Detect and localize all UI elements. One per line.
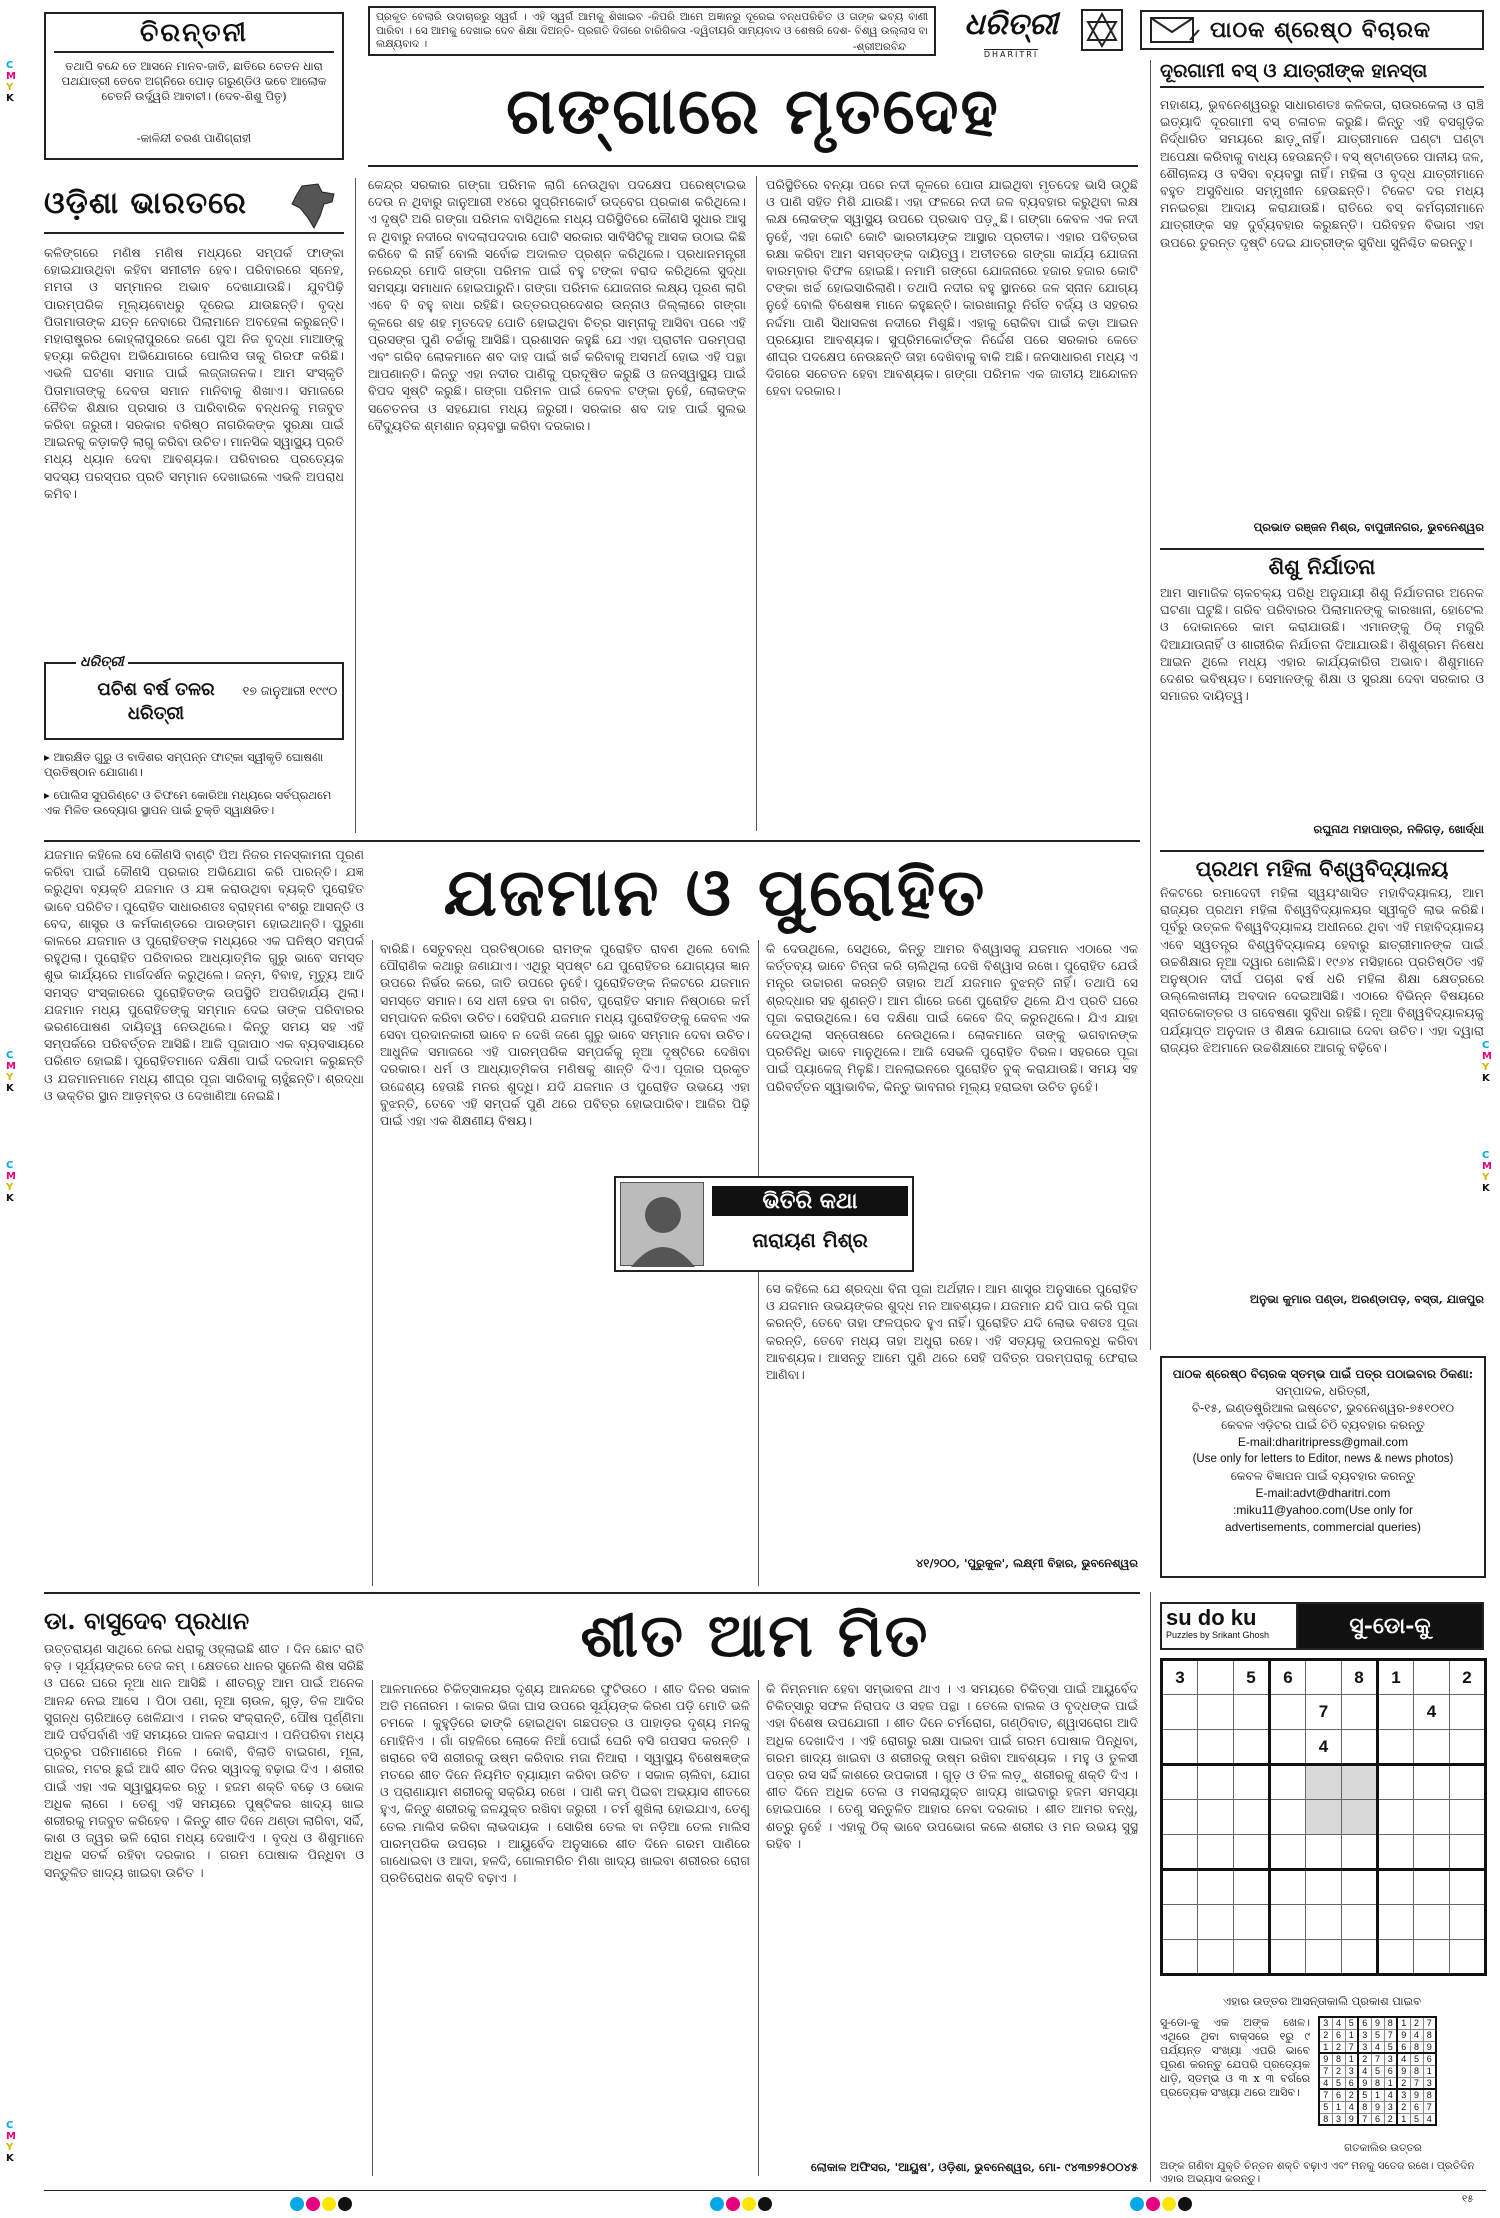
sudoku-solution-cell: 4 xyxy=(1332,2017,1345,2029)
sudoku-cell[interactable] xyxy=(1450,1905,1486,1940)
sudoku-cell[interactable] xyxy=(1450,1835,1486,1870)
sudoku-cell[interactable] xyxy=(1414,1905,1450,1940)
color-dots-center xyxy=(710,2196,774,2215)
sudoku-cell[interactable] xyxy=(1450,1765,1486,1800)
sudoku-solution-cell: 6 xyxy=(1358,2017,1371,2029)
sudoku-cell[interactable]: 1 xyxy=(1378,1660,1414,1695)
lead-story-col-1: କେନ୍ଦ୍ର ସରକାର ଗଙ୍ଗା ପରିମଳ ଲାଗି ନେଉଥିବା ପଦକ୍ଷେପ ପରେଷ୍ଟାଇଭ ଦେଉ ନ ଥିବାରୁ ଜାନୁଆରୀ ୧୪ରେ ସୁପ୍ରିମକୋର୍ଟ ଉଦ୍‌ବେଗ ପ୍ରକାଶ କରିଥିଲେ। ଏ ଦୃଷ୍ଟି ଅରି ଗଙ୍ଗା ପରିମଳ ବାସିଥିଲେ ମଧ୍ୟ ପରିସ୍ଥିତିରେ କୌଣସି ସୁଧାର ଆସୁ ନ ଥିବାରୁ ନଦୀରେ ବାଦଲାପଦଦାର ପୋଟି ସରକାର ସାବିସିଟିକୁ ଆସକ ଉଠାଇ କିଛି କରିବେ କି ନାହିଁ ବୋଲି ସର୍ବୋଚ୍ଚ ଅଦାଲତ ପ୍ରଶ୍ନ କରିଥିଲେ। ପ୍ରଧାନମନ୍ତ୍ରୀ ନରେନ୍ଦ୍ର ମୋଦି ଗଙ୍ଗା ପରିମଳ ପାଇଁ ବହୁ ଟଙ୍କା ବରାଦ କରିଥିଲେ ସୁଦ୍ଧା ସମସ୍ୟା ସମାଧାନ ହୋଇପାରୁନି। ଗଙ୍ଗା ପରିମଳ ଯୋଜନାର ଲକ୍ଷ୍ୟ ପୂରଣ ଲାଗି ଏବେ ବି ବହୁ ବାଧା ରହିଛି। ଉତ୍ତରପ୍ରଦେଶର ଉନ୍ନାଓ ଜିଲ୍ଲାରେ ଗଙ୍ଗା କୂଳରେ ଶହ ଶହ ମୃତଦେହ ପୋତି ହୋଇଥିବା ଚିତ୍ର ସାମ୍ନାକୁ ଆସିବା ପରେ ଏହି ପ୍ରସଙ୍ଗ ପୁଣି ଚର୍ଚ୍ଚାକୁ ଆସିଛି। ପ୍ରଶାସନ କହୁଛି ଯେ ଏହା ପ୍ରାଚୀନ ପରମ୍ପରା ଏବଂ ଗରିବ ଲୋକମାନେ ଶବ ଦାହ ପାଇଁ ଖର୍ଚ୍ଚ କରିବାକୁ ଅସମର୍ଥ ହୋଇ ଏହି ପନ୍ଥା ଆପଣାନ୍ତି। କିନ୍ତୁ ଏହା ନଦୀର ପାଣିକୁ ପ୍ରଦୂଷିତ କରୁଛି ଓ ଜନସ୍ୱାସ୍ଥ୍ୟ ପାଇଁ ବିପଦ ସୃଷ୍ଟି କରୁଛି। ଗଙ୍ଗା ପରିମଳ ପାଇଁ କେବଳ ଟଙ୍କା ନୁହେଁ, ଲୋକଙ୍କ ସଚେତନତା ଓ ସହଯୋଗ ମଧ୍ୟ ଜରୁରୀ। ସରକାର ଶବ ଦାହ ପାଇଁ ସୁଲଭ ବୈଦ୍ୟୁତିକ ଶ୍ମଶାନ ବ୍ୟବସ୍ଥା କରିବା ଦରକାର। xyxy=(368,177,746,433)
sudoku-cell[interactable] xyxy=(1414,1870,1450,1905)
sudoku-cell[interactable] xyxy=(1270,1835,1306,1870)
sudoku-solution-cell: 2 xyxy=(1332,2041,1345,2053)
sudoku-cell[interactable] xyxy=(1414,1800,1450,1835)
section-divider-2 xyxy=(44,1592,1140,1594)
sudoku-cell[interactable] xyxy=(1270,1730,1306,1765)
sudoku-cell[interactable] xyxy=(1306,1835,1342,1870)
page-bottom-rule xyxy=(44,2190,1486,2191)
sudoku-caption: ଏହାର ଉତ୍ତର ଆସନ୍ତାକାଲି ପ୍ରକାଶ ପାଇବ xyxy=(1223,1994,1421,2008)
sudoku-row xyxy=(1162,1905,1486,1940)
sudoku-cell[interactable] xyxy=(1198,1905,1234,1940)
sudoku-cell[interactable] xyxy=(1414,1660,1450,1695)
sudoku-cell[interactable] xyxy=(1162,1940,1198,1975)
sudoku-cell[interactable] xyxy=(1198,1800,1234,1835)
sudoku-cell[interactable] xyxy=(1342,1765,1378,1800)
quote-credit: -ଶ୍ରୀଅରବିନ୍ଦ xyxy=(850,41,909,54)
column-rule-6 xyxy=(372,1680,373,2176)
pachisha-item-2-text: ପୋଲିସ ସୁପରିଣ୍ଟେ ଓ ଚିଫମେ କୋରିଆ ମଧ୍ୟରେ ସର୍ବପ୍ରଥମେ ଏକ ମିଳିତ ଉଦ୍ୟୋଗ ସ୍ଥାପନ ପାଇଁ ଚୁକ୍ତି ସ୍ୱାକ୍ଷରିତ। xyxy=(44,788,332,817)
letters-banner-title: ପାଠକ ଶ୍ରେଷ୍ଠ ବିଚାରକ xyxy=(1210,17,1432,43)
chirantani-box xyxy=(44,12,344,160)
sudoku-cell[interactable] xyxy=(1378,1835,1414,1870)
newspaper-logo xyxy=(946,8,1076,60)
registration-mark-left-mid2: C M Y K xyxy=(6,1160,16,1204)
sudoku-cell[interactable]: 2 xyxy=(1450,1660,1486,1695)
sudoku-solution-cell: 6 xyxy=(1423,2053,1436,2065)
sudoku-solution-cell: 9 xyxy=(1371,2101,1384,2113)
sudoku-solution-row xyxy=(1319,2113,1436,2125)
sudoku-cell[interactable]: 3 xyxy=(1162,1660,1198,1695)
sudoku-row xyxy=(1162,1940,1486,1975)
sudoku-solution-cell: 7 xyxy=(1384,2029,1397,2041)
sudoku-solution-cell: 8 xyxy=(1332,2053,1345,2065)
sudoku-solution-cell: 6 xyxy=(1371,2113,1384,2125)
sudoku-logo-en: su do ku xyxy=(1166,1605,1257,1630)
sudoku-cell[interactable] xyxy=(1162,1905,1198,1940)
sudoku-solution-cell: 9 xyxy=(1371,2017,1384,2029)
sudoku-cell[interactable] xyxy=(1162,1730,1198,1765)
registration-mark-right-mid2: C M Y K xyxy=(1482,1150,1492,1194)
chirantani-text: ତଥାପି ବନ୍ଦେ ତେ ଆସନେ ମାନବ-ଜାତି, ଛାତିରେ ଚେତନ ଧାରା ପଥଯାତ୍ରୀ ତେବେ ଅଗ୍ନିରେ ପୋଡ଼ ଗରୁଣ୍ଡିଓ ଭବେ ଆଲୋକ ଚେତନି ଉର୍ଦ୍ଧ୍ୱରି ଆବାଚୀ। (ଦେବ-ଶିଶୁ ପିତୃ) xyxy=(61,59,327,103)
sudoku-solution-cell: 2 xyxy=(1319,2029,1332,2041)
bullet-icon: ▸ xyxy=(44,750,54,764)
sudoku-cell[interactable]: 6 xyxy=(1270,1660,1306,1695)
sudoku-cell[interactable] xyxy=(1378,1730,1414,1765)
sudoku-solution-cell: 4 xyxy=(1410,2029,1423,2041)
column-rule-4 xyxy=(372,940,373,1586)
sudoku-solution-cell: 4 xyxy=(1358,2065,1371,2077)
sudoku-cell[interactable] xyxy=(1198,1940,1234,1975)
sudoku-solution-cell: 1 xyxy=(1332,2101,1345,2113)
sudoku-cell[interactable] xyxy=(1234,1870,1270,1905)
sudoku-cell[interactable] xyxy=(1378,1870,1414,1905)
sudoku-solution-cell: 5 xyxy=(1371,2029,1384,2041)
sudoku-solution-cell: 3 xyxy=(1319,2017,1332,2029)
sudoku-solution-cell: 5 xyxy=(1358,2089,1371,2101)
quote-text: ପ୍ରକୃତ ବେଲାରି ଉଦାଚାରରୁ ସ୍ୱର୍ଗ । ଏହି ସ୍ୱର୍ଗ ଆମକୁ ଶିଖାଇବ -କିପରି ଆମେ ଅଜ୍ଞାନରୁ ଦୂରେଇ ବନ୍ଧପରିଚିତ ଓ ତାଙ୍କ ଭବ୍ୟ ବାଣୀ ପାରିବା । ସେ ଆମକୁ ଦେଖାଇ ଦେବ ଶିକ୍ଷା ଦିଅନ୍ତି- ପ୍ରଗତି ଦିଗରେ ବାରିଗିକତା -ଦ୍ୱିତୀୟରି ସାମ୍ୟବାଦ ଓ ଶେଷରି ଦେଶ- ବିଶ୍ୱ ଉଲ୍ଲାସ ବା ଲକ୍ଷ୍ୟବାଦ । xyxy=(376,11,928,50)
sudoku-solution-cell: 4 xyxy=(1423,2113,1436,2125)
sudoku-row xyxy=(1162,1870,1486,1905)
sudoku-cell[interactable] xyxy=(1414,1835,1450,1870)
middle-story-col-1: ଯଜମାନ କହିଲେ ସେ କୌଣସି ବାଣ୍ଟି ପିଅ ନିଜର ମନସ୍କାମନା ପୂରଣ କରିବା ପାଇଁ କୌଣସି ପ୍ରକାର ଅଭିଯୋଗ କରି ପାରନ୍ତି। ଯଜ୍ଞ କରୁଥିବା ବ୍ୟକ୍ତି ଯଜମାନ ଓ ଯଜ୍ଞ କରାଉଥିବା ବ୍ୟକ୍ତି ପୁରୋହିତ ଭାବେ ପରିଚିତ। ପୁରୋହିତ ସାଧାରଣତଃ ବ୍ରାହ୍ମଣ ବଂଶରୁ ଆସନ୍ତି ଓ ବେଦ, ଶାସ୍ତ୍ର ଓ କର୍ମକାଣ୍ଡରେ ପାରଙ୍ଗମ ହୋଇଥାନ୍ତି। ପୁରୁଣା କାଳରେ ଯଜମାନ ଓ ପୁରୋହିତଙ୍କ ମଧ୍ୟରେ ଏକ ଘନିଷ୍ଠ ସମ୍ପର୍କ ରହୁଥିଲା। ପୁରୋହିତ ପରିବାରର ଆଧ୍ୟାତ୍ମିକ ଗୁରୁ ଭାବେ ସମସ୍ତ ଶୁଭ କାର୍ଯ୍ୟରେ ମାର୍ଗଦର୍ଶନ କରୁଥିଲେ। ଜନ୍ମ, ବିବାହ, ମୃତ୍ୟୁ ଆଦି ସମସ୍ତ ସଂସ୍କାରରେ ପୁରୋହିତଙ୍କ ଉପସ୍ଥିତି ଅପରିହାର୍ଯ୍ୟ ଥିଲା। ଯଜମାନ ମଧ୍ୟ ପୁରୋହିତଙ୍କୁ ସମ୍ମାନ ଦେଇ ତାଙ୍କ ପରିବାରର ଭରଣପୋଷଣ ଦାୟିତ୍ୱ ନେଉଥିଲେ। କିନ୍ତୁ ସମୟ ସହ ଏହି ସମ୍ପର୍କରେ ପରିବର୍ତ୍ତନ ଆସିଛି। ଆଜି ପୂଜାପାଠ ଏକ ବ୍ୟବସାୟରେ ପରିଣତ ହୋଇଛି। ପୁରୋହିତମାନେ ଦକ୍ଷିଣା ପାଇଁ ଦରଦାମ କରୁଛନ୍ତି ଓ ଯଜମାନମାନେ ମଧ୍ୟ ଶୀଘ୍ର ପୂଜା ସାରିବାକୁ ଚାହୁଁଛନ୍ତି। ଶ୍ରଦ୍ଧା ଓ ଭକ୍ତିର ସ୍ଥାନ ଆଡ଼ମ୍ବର ଓ ଦେଖାଣିଆ ନେଇଛି। xyxy=(44,847,364,1103)
contact-email-3-note: advertisements, commercial queries) xyxy=(1224,1520,1422,1534)
sudoku-logo-od: ସୁ-ଡୋ-କୁ xyxy=(1298,1604,1482,1648)
sudoku-solution-cell: 5 xyxy=(1371,2065,1384,2077)
sudoku-row xyxy=(1162,1730,1486,1765)
sudoku-solution-cell: 1 xyxy=(1345,2053,1358,2065)
section-divider-1 xyxy=(44,840,1140,842)
sudoku-cell[interactable] xyxy=(1306,1660,1342,1695)
sudoku-cell[interactable] xyxy=(1270,1905,1306,1940)
sudoku-solution-grid xyxy=(1318,2016,1437,2126)
contact-line-4: କେବଳ ଏଡ଼ିଟର ପାଇଁ ଚିଠି ବ୍ୟବହାର କରନ୍ତୁ xyxy=(1221,1418,1425,1432)
sudoku-cell[interactable]: 8 xyxy=(1342,1660,1378,1695)
sudoku-cell[interactable] xyxy=(1378,1905,1414,1940)
lead-headline-rule xyxy=(368,165,1138,167)
sudoku-cell[interactable] xyxy=(1234,1695,1270,1730)
author-photo xyxy=(620,1182,704,1266)
sudoku-solution-cell: 6 xyxy=(1410,2101,1423,2113)
sudoku-solution-cell: 6 xyxy=(1332,2029,1345,2041)
middle-story-col-3: କି ଦେଉଥିଲେ, ସେଥିରେ, କିନ୍ତୁ ଆମର ବିଶ୍ୱାସକୁ ଯଜମାନ ଏଠାରେ ଏକ କର୍ତ୍ତବ୍ୟ ଭାବେ ଚିନ୍ତା କରି ଚାଲିଥିଲା ଦେଖି ବିଶ୍ୱାସ ରଖେ। ପୁରୋହିତ ଯେଉଁ ମନ୍ତ୍ର ଉଚ୍ଚାରଣ କରନ୍ତି ତାହାର ଅର୍ଥ ଯଜମାନ ବୁଝନ୍ତି ନାହିଁ। ତଥାପି ସେ ଶ୍ରଦ୍ଧାର ସହ ଶୁଣନ୍ତି। ଆମ ଗାଁରେ ଜଣେ ପୁରୋହିତ ଥିଲେ ଯିଏ ପ୍ରତି ଘରେ ପୂଜା କରାଉଥିଲେ। ସେ ଦକ୍ଷିଣା ପାଇଁ କେବେ ଜିଦ୍ କରୁନଥିଲେ। ଯିଏ ଯାହା ଦେଉଥିଲା ସନ୍ତୋଷରେ ନେଉଥିଲେ। ଲୋକମାନେ ତାଙ୍କୁ ଭଗବାନଙ୍କ ପ୍ରତିନିଧି ଭାବେ ମାନୁଥିଲେ। ଆଜି ସେଭଳି ପୁରୋହିତ ବିରଳ। ସହରରେ ପୂଜା ପାଇଁ ପ୍ୟାକେଜ୍ ମିଳୁଛି। ଅନଲାଇନରେ ପୁରୋହିତ ବୁକ୍ କରାଯାଉଛି। ସମୟ ସହ ପରିବର୍ତ୍ତନ ସ୍ୱାଭାବିକ, କିନ୍ତୁ ଭାବନାର ମୂଲ୍ୟ ହରାଇବା ଉଚିତ ନୁହେଁ। xyxy=(766,941,1138,1094)
sudoku-cell[interactable] xyxy=(1378,1800,1414,1835)
sudoku-solution-row xyxy=(1319,2017,1436,2029)
bullet-icon: ▸ xyxy=(44,788,54,802)
sudoku-cell[interactable] xyxy=(1450,1730,1486,1765)
sudoku-solution-row xyxy=(1319,2053,1436,2065)
sudoku-cell[interactable]: 4 xyxy=(1414,1695,1450,1730)
sudoku-solution-cell: 7 xyxy=(1319,2089,1332,2101)
mini-logo: ଧରିତ୍ରୀ xyxy=(76,654,128,670)
sudoku-cell[interactable] xyxy=(1162,1835,1198,1870)
sudoku-row xyxy=(1162,1765,1486,1800)
contact-line-5: କେବଳ ବିଜ୍ଞାପନ ପାଇଁ ବ୍ୟବହାର କରନ୍ତୁ xyxy=(1230,1469,1416,1483)
sudoku-logo-sub: Puzzles by Srikant Ghosh xyxy=(1166,1630,1270,1640)
lead-story-col-2: ପରିସ୍ଥିତିରେ ବନ୍ୟା ପରେ ନଦୀ କୂଳରେ ପୋତା ଯାଇଥିବା ମୃତଦେହ ଭାସି ଉଠୁଛି ଓ ପାଣି ସହିତ ମିଶି ଯାଉଛି। ଏହା ଫଳରେ ନଦୀ ଜଳ ବ୍ୟବହାର କରୁଥିବା ଲକ୍ଷ ଲକ୍ଷ ଲୋକଙ୍କ ସ୍ୱାସ୍ଥ୍ୟ ଉପରେ ପ୍ରଭାବ ପଡ଼ୁଛି। ଗଙ୍ଗା କେବଳ ଏକ ନଦୀ ନୁହେଁ, ଏହା କୋଟି କୋଟି ଭାରତୀୟଙ୍କ ଆସ୍ଥାର ପ୍ରତୀକ। ଏହାର ପବିତ୍ରତା ରକ୍ଷା କରିବା ଆମ ସମସ୍ତଙ୍କ ଦାୟିତ୍ୱ। ଅତୀତରେ ଗଙ୍ଗା କାର୍ଯ୍ୟ ଯୋଜନା ବାରମ୍ବାର ବିଫଳ ହୋଇଛି। ନମାମି ଗଙ୍ଗେ ଯୋଜନାରେ ହଜାର ହଜାର କୋଟି ଟଙ୍କା ଖର୍ଚ୍ଚ ହୋଇସାରିଲାଣି। ତଥାପି ନଦୀର ବହୁ ସ୍ଥାନରେ ଜଳ ସ୍ନାନ ଯୋଗ୍ୟ ନୁହେଁ ବୋଲି ବିଶେଷଜ୍ଞ ମାନେ କହୁଛନ୍ତି। କାରଖାନାରୁ ନିର୍ଗତ ବର୍ଜ୍ୟ ଓ ସହରର ନର୍ଦ୍ଦମା ପାଣି ସିଧାସଳଖ ନଦୀରେ ମିଶୁଛି। ଏହାକୁ ରୋକିବା ପାଇଁ କଡ଼ା ଆଇନ ପ୍ରୟୋଗ ଆବଶ୍ୟକ। ସୁପ୍ରିମକୋର୍ଟଙ୍କ ନିର୍ଦ୍ଦେଶ ପରେ ସରକାର କେତେ ଶୀଘ୍ର ପଦକ୍ଷେପ ନେଉଛନ୍ତି ତାହା ଦେଖିବାକୁ ବାକି ଅଛି। ଜନସାଧାରଣ ମଧ୍ୟ ଏ ଦିଗରେ ସଚେତନ ହେବା ଆବଶ୍ୟକ। ଗଙ୍ଗା ପରିମଳ ଏକ ଜାତୀୟ ଆନ୍ଦୋଳନ ହେବା ଦରକାର। xyxy=(766,177,1138,399)
sudoku-cell[interactable] xyxy=(1378,1695,1414,1730)
letters-banner xyxy=(1140,10,1484,50)
author-photo-icon xyxy=(621,1183,705,1267)
byline-box xyxy=(614,1176,914,1272)
sudoku-solution-row xyxy=(1319,2089,1436,2101)
sudoku-cell[interactable] xyxy=(1270,1870,1306,1905)
column-rule-2 xyxy=(756,176,757,831)
sudoku-cell[interactable] xyxy=(1198,1730,1234,1765)
sudoku-solution-cell: 5 xyxy=(1410,2113,1423,2125)
middle-story-col-3b: ସେ କହିଲେ ଯେ ଶ୍ରଦ୍ଧା ବିନା ପୂଜା ଅର୍ଥହୀନ। ଆମ ଶାସ୍ତ୍ର ଅନୁସାରେ ପୁରୋହିତ ଓ ଯଜମାନ ଉଭୟଙ୍କର ଶୁଦ୍ଧ ମନ ଆବଶ୍ୟକ। ଯଜମାନ ଯଦି ପାପ କରି ପୂଜା କରନ୍ତି, ତେବେ ତାହା ଫଳପ୍ରଦ ହୁଏ ନାହିଁ। ପୁରୋହିତ ଯଦି ଲୋଭ ବଶତଃ ପୂଜା କରନ୍ତି, ତେବେ ମଧ୍ୟ ତାହା ଅଧୁରା ରହେ। ଏହି ସତ୍ୟକୁ ଉପଲବ୍ଧି କରିବା ଆବଶ୍ୟକ। ଆସନ୍ତୁ ଆମେ ପୁଣି ଥରେ ସେହି ପବିତ୍ର ପରମ୍ପରାକୁ ଫେରାଇ ଆଣିବା। xyxy=(766,1281,1138,1383)
sudoku-cell[interactable] xyxy=(1162,1800,1198,1835)
sudoku-solution-cell: 8 xyxy=(1371,2077,1384,2089)
sudoku-solution-cell: 7 xyxy=(1410,2077,1423,2089)
sudoku-solution-row xyxy=(1319,2029,1436,2041)
sudoku-solution-cell: 4 xyxy=(1371,2041,1384,2053)
sudoku-cell[interactable] xyxy=(1450,1870,1486,1905)
sudoku-cell[interactable] xyxy=(1342,1800,1378,1835)
sudoku-cell[interactable] xyxy=(1270,1940,1306,1975)
sudoku-solution-cell: 9 xyxy=(1358,2077,1371,2089)
bottom-story-address: ଲୋକାଳ ଅଫିସର, 'ଆୟୁଷ', ଓଡ଼ିଶା, ଭୁବନେଶ୍ୱର, ମୋ- ୯୪୩୭୨୫୦୦୪୫ xyxy=(810,2160,1138,2174)
bottom-story-col-1: ଉତ୍ତରାୟଣ ସାଥିରେ ନେଇ ଧରାକୁ ଓହ୍ଲାଇଛି ଶୀତ । ଦିନ ଛୋଟ ରାତି ବଡ଼ । ସୂର୍ଯ୍ୟଙ୍କର ତେଜ କମ୍ । କ୍ଷେତରେ ଧାନର ସୁନେଲି ଶିଷ ସରିଛି ଓ ଘରେ ଘରେ ନୂଆ ଧାନ ଆସିଛି । ଶୀତଋତୁ ଆମ ପାଇଁ ଅନେକ ଆନନ୍ଦ ନେଇ ଆସେ । ପିଠା ପଣା, ନୂଆ ଚାଉଳ, ଗୁଡ଼, ତିଳ ଆଦିର ସୁଗନ୍ଧ ଚାରିଆଡ଼େ ଖେଳିଯାଏ । ମକର ସଂକ୍ରାନ୍ତି, ପୌଷ ପୂର୍ଣ୍ଣିମା ଆଦି ପର୍ବପର୍ବାଣି ଏହି ସମୟରେ ପାଳନ କରାଯାଏ । ପନିପରିବା ମଧ୍ୟ ପ୍ରଚୁର ପରିମାଣରେ ମିଳେ । କୋବି, ବିଲାତି ବାଇଗଣ, ମୂଳା, ଗାଜର, ମଟର ଛୁଇଁ ଆଦି ଶୀତ ଦିନର ସ୍ୱାଦକୁ ବଢ଼ାଇ ଦିଏ । ଶରୀର ପାଇଁ ଏହା ଏକ ସ୍ୱାସ୍ଥ୍ୟକର ଋତୁ । ହଜମ ଶକ୍ତି ବଢ଼େ ଓ ଭୋକ ଅଧିକ ଲାଗେ । ତେଣୁ ଏହି ସମୟରେ ପୁଷ୍ଟିକର ଖାଦ୍ୟ ଖାଇ ଶରୀରକୁ ମଜବୁତ କରିହେବ । କିନ୍ତୁ ଶୀତ ଦିନେ ଥଣ୍ଡା ଲାଗିବା, ସର୍ଦ୍ଦି, କାଶ ଓ ଜ୍ୱର ଭଳି ରୋଗ ମଧ୍ୟ ଦେଖାଦିଏ । ବୃଦ୍ଧ ଓ ଶିଶୁମାନେ ଅଧିକ ସତର୍କ ରହିବା ଦରକାର । ଗରମ ପୋଷାକ ପିନ୍ଧିବା ଓ ସନ୍ତୁଳିତ ଖାଦ୍ୟ ଖାଇବା ଉଚିତ । xyxy=(44,1641,364,1880)
sudoku-cell[interactable] xyxy=(1162,1695,1198,1730)
color-dots-left xyxy=(290,2196,354,2215)
sudoku-solution-cell: 8 xyxy=(1410,2041,1423,2053)
sudoku-solution-cell: 7 xyxy=(1423,2017,1436,2029)
sudoku-solution-cell: 7 xyxy=(1345,2041,1358,2053)
sudoku-cell[interactable] xyxy=(1414,1765,1450,1800)
sudoku-cell[interactable] xyxy=(1342,1835,1378,1870)
sudoku-solution-cell: 6 xyxy=(1345,2077,1358,2089)
sudoku-cell[interactable] xyxy=(1198,1870,1234,1905)
sudoku-solution-cell: 8 xyxy=(1319,2113,1332,2125)
sudoku-solution-cell: 2 xyxy=(1345,2089,1358,2101)
column-rule-1 xyxy=(355,178,356,833)
sudoku-solution-cell: 9 xyxy=(1410,2089,1423,2101)
sudoku-cell[interactable] xyxy=(1234,1905,1270,1940)
middle-headline: ଯଜମାନ ଓ ପୁରୋହିତ xyxy=(443,853,987,931)
sudoku-solution-cell: 8 xyxy=(1410,2065,1423,2077)
sudoku-row xyxy=(1162,1800,1486,1835)
sudoku-solution-cell: 6 xyxy=(1332,2089,1345,2101)
sudoku-solution-cell: 1 xyxy=(1371,2089,1384,2101)
letter-1-title: ଦୂରଗାମୀ ବସ୍ ଓ ଯାତ୍ରୀଙ୍କ ହାନସ୍ତା xyxy=(1160,60,1484,88)
letter-2-sign: ରଘୁନାଥ ମହାପାତ୍ର, ନଳିଗଡ଼, ଖୋର୍ଦ୍ଧା xyxy=(1313,822,1484,836)
sudoku-cell[interactable] xyxy=(1306,1800,1342,1835)
letter-3-text: ନିକଟରେ ରମାଦେବୀ ମହିଳା ସ୍ୱୟଂଶାସିତ ମହାବିଦ୍ୟାଳୟ, ଆମ ରାଜ୍ୟର ପ୍ରଥମ ମହିଳା ବିଶ୍ୱବିଦ୍ୟାଳୟର ସ୍ୱୀକୃତି ଲାଭ କରିଛି। ପୂର୍ବରୁ ଉତ୍କଳ ବିଶ୍ୱବିଦ୍ୟାଳୟ ଅଧୀନରେ ଥିବା ଏହି ମହାବିଦ୍ୟାଳୟ ଏବେ ସ୍ୱତନ୍ତ୍ର ବିଶ୍ୱବିଦ୍ୟାଳୟ ହେବାରୁ ଛାତ୍ରୀମାନଙ୍କ ପାଇଁ ଉଚ୍ଚଶିକ୍ଷାର ନୂଆ ଦ୍ୱାର ଖୋଲିଛି। ୧୯୬୪ ମସିହାରେ ପ୍ରତିଷ୍ଠିତ ଏହି ଅନୁଷ୍ଠାନ ଦୀର୍ଘ ପଚାଶ ବର୍ଷ ଧରି ମହିଳା ଶିକ୍ଷା କ୍ଷେତ୍ରରେ ଉଲ୍ଲେଖନୀୟ ଅବଦାନ ଦେଇଆସିଛି। ଏଠାରେ ବିଭିନ୍ନ ବିଷୟରେ ସ୍ନାତକୋତ୍ତର ଓ ଗବେଷଣା ସୁବିଧା ରହିଛି। ନୂଆ ବିଶ୍ୱବିଦ୍ୟାଳୟକୁ ପର୍ଯ୍ୟାପ୍ତ ଅନୁଦାନ ଓ ଶିକ୍ଷକ ଯୋଗାଇ ଦେବା ଉଚିତ। ଏହା ଦ୍ୱାରା ରାଜ୍ୟର ଝିଅମାନେ ଉଚ୍ଚଶିକ୍ଷାରେ ଆଗକୁ ବଢ଼ିବେ। xyxy=(1160,885,1484,1055)
sudoku-cell[interactable] xyxy=(1306,1905,1342,1940)
pachisha-item-1-text: ଆରକ୍ଷିତ ଗୁରୁ ଓ ବାଦିଶର ସମ୍ପନ୍ନ ଫାଟ୍କା ସ୍ୱୀକୃତି ଘୋଷଣା ପ୍ରତିଷ୍ଠାନ ଯୋଗାଣ। xyxy=(44,750,324,779)
logo-text: ଧରିତ୍ରୀ xyxy=(964,7,1058,42)
odisha-bharat-heading: ଓଡ଼ିଶା ଭାରତରେ xyxy=(44,186,247,221)
sudoku-cell[interactable] xyxy=(1342,1940,1378,1975)
sudoku-cell[interactable] xyxy=(1234,1835,1270,1870)
byline-author: ନାରାୟଣ ମିଶ୍ର xyxy=(752,1228,868,1252)
sudoku-cell[interactable] xyxy=(1270,1765,1306,1800)
lead-headline: ଗଙ୍ଗାରେ ମୃତଦେହ xyxy=(506,74,1000,149)
registration-mark-left-bottom: C M Y K xyxy=(6,2120,16,2164)
bottom-headline: ଶୀତ ଆମ ମିତ xyxy=(580,1601,930,1671)
sudoku-solution-cell: 3 xyxy=(1358,2041,1371,2053)
letter-1-text: ମହାଶୟ, ଭୁବନେଶ୍ୱରରୁ ସାଧାରଣତଃ କଳିକତା, ରାଉରକେଲା ଓ ରାଞ୍ଚି ଇତ୍ୟାଦି ଦୂରଗାମୀ ବସ୍ ଚଳାଚଳ କରୁଛି। କିନ୍ତୁ ଏହି ବସଗୁଡ଼ିକ ନିର୍ଦ୍ଧାରିତ ସମୟରେ ଛାଡ଼ୁନାହିଁ। ଯାତ୍ରୀମାନେ ଘଣ୍ଟା ଘଣ୍ଟା ଅପେକ୍ଷା କରିବାକୁ ବାଧ୍ୟ ହେଉଛନ୍ତି। ବସ୍ ଷ୍ଟାଣ୍ଡରେ ପାନୀୟ ଜଳ, ଶୌଚାଳୟ ଓ ବସିବା ବ୍ୟବସ୍ଥା ନାହିଁ। ମହିଳା ଓ ବୃଦ୍ଧ ଯାତ୍ରୀମାନେ ବହୁତ ଅସୁବିଧାର ସମ୍ମୁଖୀନ ହେଉଛନ୍ତି। ଟିକେଟ ଦର ମଧ୍ୟ ମନଇଚ୍ଛା ଆଦାୟ କରାଯାଉଛି। ରାତିରେ ବସ୍ କର୍ମଚାରୀମାନେ ଯାତ୍ରୀଙ୍କ ସହ ଦୁର୍ବ୍ୟବହାର କରୁଛନ୍ତି। ପରିବହନ ବିଭାଗ ଏହା ଉପରେ ତୁରନ୍ତ ଦୃଷ୍ଟି ଦେଇ ଯାତ୍ରୀଙ୍କ ସୁବିଧା ସୁନିଶ୍ଚିତ କରନ୍ତୁ। xyxy=(1160,97,1484,250)
india-map-icon xyxy=(288,182,338,230)
sudoku-solution-cell: 1 xyxy=(1384,2077,1397,2089)
chirantani-credit: -କାଳିନ୍ଦୀ ଚରଣ ପାଣିଗ୍ରାହୀ xyxy=(136,131,252,145)
sudoku-solution-cell: 6 xyxy=(1384,2065,1397,2077)
odisha-bharat-text: କଳିଙ୍ଗରେ ମଣିଷ ମଣିଷ ମଧ୍ୟରେ ସମ୍ପର୍କ ଫାଙ୍କା ହୋଇଯାଉଥିବା କହିବା ସମୀଚୀନ ହେବ। ପରିବାରରେ ସ୍ନେହ, ମମତା ଓ ସମ୍ମାନର ଅଭାବ ଦେଖାଯାଉଛି। ଯୁବପିଢ଼ି ପାରମ୍ପରିକ ମୂଲ୍ୟବୋଧରୁ ଦୂରେଇ ଯାଉଛନ୍ତି। ବୃଦ୍ଧ ପିତାମାତାଙ୍କ ଯତ୍ନ ନେବାରେ ପିଲାମାନେ ଅବହେଳା କରୁଛନ୍ତି। ମହାରାଷ୍ଟ୍ରର କୋହ୍ଲାପୁରରେ ଜଣେ ପୁଅ ନିଜ ବୃଦ୍ଧା ମାଆଙ୍କୁ ହତ୍ୟା କରିଥିବା ଅଭିଯୋଗରେ ପୋଲିସ ତାକୁ ଗିରଫ କରିଛି। ଏଭଳି ଘଟଣା ସମାଜ ପାଇଁ ଲଜ୍ଜାଜନକ। ଆମ ସଂସ୍କୃତି ପିତାମାତାଙ୍କୁ ଦେବତା ସମାନ ମାନିବାକୁ ଶିଖାଏ। ସମାଜରେ ନୈତିକ ଶିକ୍ଷାର ପ୍ରସାର ଓ ପାରିବାରିକ ବନ୍ଧନକୁ ମଜବୁତ କରିବା ଜରୁରୀ। ସରକାର ବରିଷ୍ଠ ନାଗରିକଙ୍କ ସୁରକ୍ଷା ପାଇଁ ଆଇନକୁ କଡ଼ାକଡ଼ି ଲାଗୁ କରିବା ଉଚିତ। ମାନସିକ ସ୍ୱାସ୍ଥ୍ୟ ପ୍ରତି ମଧ୍ୟ ଧ୍ୟାନ ଦେବା ଆବଶ୍ୟକ। ପରିବାରର ପ୍ରତ୍ୟେକ ସଦସ୍ୟ ପରସ୍ପର ପ୍ରତି ସମ୍ମାନ ଦେଖାଇଲେ ଏଭଳି ଅପରାଧ କମିବ। xyxy=(44,245,344,501)
contact-box xyxy=(1160,1356,1486,1578)
sudoku-cell[interactable]: 4 xyxy=(1306,1730,1342,1765)
sudoku-footer: ଅଙ୍କ ଗଣିବା ଯୁକ୍ତି ଚିନ୍ତନ ଶକ୍ତି ବଢ଼ାଏ ଏବଂ ମନକୁ ସତେଜ ରଖେ। ପ୍ରତିଦିନ ଏହାର ଅଭ୍ୟାସ କରନ୍ତୁ। xyxy=(1160,2160,1475,2185)
sudoku-solution-cell: 9 xyxy=(1397,2065,1410,2077)
sudoku-cell[interactable] xyxy=(1414,1730,1450,1765)
color-dots-right xyxy=(1130,2196,1194,2215)
contact-line-1: ପାଠକ ଶ୍ରେଷ୍ଠ ବିଚାରକ ସ୍ତମ୍ଭ ପାଇଁ ପତ୍ର ପଠାଇବାର ଠିକଣା: xyxy=(1172,1367,1474,1381)
contact-email-2[interactable]: E-mail:advt@dharitri.com xyxy=(1255,1486,1391,1500)
letter-2-title: ଶିଶୁ ନିର୍ଯାତନା xyxy=(1160,548,1484,580)
pachisha-barsha-box xyxy=(44,654,344,740)
sudoku-solution-cell: 4 xyxy=(1319,2077,1332,2089)
sudoku-cell[interactable] xyxy=(1270,1800,1306,1835)
sudoku-solution-cell: 2 xyxy=(1332,2065,1345,2077)
sudoku-solution-cell: 4 xyxy=(1397,2053,1410,2065)
sudoku-cell[interactable] xyxy=(1342,1870,1378,1905)
middle-story-col-2: ବାରିଛି। ସେତୁବନ୍ଧ ପ୍ରତିଷ୍ଠାରେ ରାମଙ୍କ ପୁରୋହିତ ରାବଣ ଥିଲେ ବୋଲି ପୌରାଣିକ କଥାରୁ ଜଣାଯାଏ। ଏଥିରୁ ସ୍ପଷ୍ଟ ଯେ ପୁରୋହିତର ଯୋଗ୍ୟତା ଜ୍ଞାନ ଉପରେ ନିର୍ଭର କରେ, ଜାତି ଉପରେ ନୁହେଁ। ପୁରୋହିତଙ୍କ ନିକଟରେ ଯଜମାନ ସମସ୍ତେ ସମାନ। ସେ ଧନୀ ହେଉ ବା ଗରିବ, ପୁରୋହିତ ସମାନ ନିଷ୍ଠାରେ କର୍ମ ସମ୍ପାଦନ କରିବା ଉଚିତ। ସେହିପରି ଯଜମାନ ମଧ୍ୟ ପୁରୋହିତଙ୍କୁ କେବଳ ଏକ ସେବା ପ୍ରଦାନକାରୀ ଭାବେ ନ ଦେଖି ଜଣେ ଗୁରୁ ଭାବେ ସମ୍ମାନ ଦେବା ଉଚିତ। ଆଧୁନିକ ସମାଜରେ ଏହି ପାରମ୍ପରିକ ସମ୍ପର୍କକୁ ନୂଆ ଦୃଷ୍ଟିରେ ଦେଖିବା ଦରକାର। ଧର୍ମ ଓ ଆଧ୍ୟାତ୍ମିକତା ମଣିଷକୁ ଶାନ୍ତି ଦିଏ। ପୂଜାର ପ୍ରକୃତ ଉଦ୍ଦେଶ୍ୟ ହେଉଛି ମନର ଶୁଦ୍ଧି। ଯଦି ଯଜମାନ ଓ ପୁରୋହିତ ଉଭୟେ ଏହା ବୁଝନ୍ତି, ତେବେ ଏହି ସମ୍ପର୍କ ପୁଣି ଥରେ ପବିତ୍ର ହୋଇପାରିବ। ଆଜିର ପିଢ଼ି ପାଇଁ ଏହା ଏକ ଶିକ୍ଷଣୀୟ ବିଷୟ। xyxy=(380,941,750,1129)
sudoku-solution-row xyxy=(1319,2101,1436,2113)
sudoku-cell[interactable] xyxy=(1234,1940,1270,1975)
sudoku-solution-row xyxy=(1319,2065,1436,2077)
sudoku-solution-cell: 8 xyxy=(1384,2017,1397,2029)
sudoku-solution-cell: 4 xyxy=(1345,2101,1358,2113)
column-rule-7 xyxy=(758,1680,759,2176)
sudoku-solution-cell: 1 xyxy=(1397,2017,1410,2029)
sudoku-solution-cell: 7 xyxy=(1371,2053,1384,2065)
middle-story-address: ୪୧/୨୦୦, 'ପୁରୁକୁଳ', ଲକ୍ଷ୍ମୀ ବିହାର, ଭୁବନେଶ୍ୱର xyxy=(916,1556,1138,1570)
sudoku-solution-cell: 5 xyxy=(1332,2077,1345,2089)
contact-line-3: ବି-୧୫, ଇଣ୍ଡଷ୍ଟ୍ରିଆଲ ଇଷ୍ଟେଟ, ଭୁବନେଶ୍ୱର-୭୫୧୦୧୦ xyxy=(1191,1401,1455,1415)
sudoku-cell[interactable] xyxy=(1378,1765,1414,1800)
sudoku-cell[interactable] xyxy=(1342,1695,1378,1730)
star-emblem-icon xyxy=(1080,8,1124,52)
sudoku-solution-cell: 3 xyxy=(1397,2089,1410,2101)
sudoku-cell[interactable] xyxy=(1306,1940,1342,1975)
sudoku-solution-cell: 5 xyxy=(1384,2041,1397,2053)
sudoku-solution-cell: 8 xyxy=(1423,2029,1436,2041)
sudoku-row xyxy=(1162,1695,1486,1730)
sudoku-cell[interactable] xyxy=(1162,1870,1198,1905)
sudoku-solution-cell: 4 xyxy=(1384,2089,1397,2101)
sudoku-cell[interactable] xyxy=(1342,1905,1378,1940)
sudoku-cell[interactable] xyxy=(1198,1695,1234,1730)
sudoku-solution-cell: 5 xyxy=(1410,2053,1423,2065)
sudoku-solution-cell: 8 xyxy=(1423,2089,1436,2101)
sudoku-cell[interactable] xyxy=(1270,1695,1306,1730)
sudoku-solution-cell: 5 xyxy=(1345,2017,1358,2029)
sudoku-cell[interactable] xyxy=(1414,1940,1450,1975)
sudoku-solution-cell: 8 xyxy=(1358,2101,1371,2113)
sudoku-solution-cell: 9 xyxy=(1319,2053,1332,2065)
sudoku-cell[interactable] xyxy=(1306,1765,1342,1800)
sudoku-cell[interactable] xyxy=(1234,1800,1270,1835)
sudoku-cell[interactable]: 7 xyxy=(1306,1695,1342,1730)
sudoku-grid xyxy=(1160,1658,1487,1976)
sudoku-solution-cell: 1 xyxy=(1397,2113,1410,2125)
logo-sub: DHARITRI xyxy=(983,50,1039,59)
sudoku-cell[interactable] xyxy=(1234,1765,1270,1800)
pachisha-item-1 xyxy=(44,750,344,780)
envelope-icon xyxy=(1150,16,1200,44)
sudoku-solution-cell: 7 xyxy=(1319,2065,1332,2077)
sudoku-cell[interactable] xyxy=(1450,1940,1486,1975)
sudoku-solution-cell: 9 xyxy=(1345,2113,1358,2125)
pachisha-item-2 xyxy=(44,788,344,818)
sudoku-cell[interactable] xyxy=(1198,1835,1234,1870)
letter-2-text: ଆମ ସାମାଜିକ ଚାକଚକ୍ୟ ପରିଧି ଅନୁଯାୟୀ ଶିଶୁ ନିର୍ଯାତନାର ଅନେକ ଘଟଣା ଘଟୁଛି। ଗରିବ ପରିବାରର ପିଲାମାନଙ୍କୁ କାରଖାନା, ହୋଟେଲ ଓ ଦୋକାନରେ କାମ କରାଯାଉଛି। ଏମାନଙ୍କୁ ଠିକ୍ ମଜୁରି ଦିଆଯାଉନାହିଁ ଓ ଶାରୀରିକ ନିର୍ଯାତନା ଦିଆଯାଉଛି। ଶିଶୁଶ୍ରମ ନିଷେଧ ଆଇନ ଥିଲେ ମଧ୍ୟ ଏହାର କାର୍ଯ୍ୟକାରିତା ଅଭାବ। ଶିଶୁମାନେ ଦେଶର ଭବିଷ୍ୟତ। ସେମାନଙ୍କୁ ଶିକ୍ଷା ଓ ସୁରକ୍ଷା ଦେବା ସରକାର ଓ ସମାଜର ଦାୟିତ୍ୱ। xyxy=(1160,585,1484,704)
sudoku-cell[interactable] xyxy=(1162,1765,1198,1800)
sudoku-rules: ସୁ-ଡୋ-କୁ ଏକ ଅଙ୍କ ଖେଳ। ଏଥିରେ ଥିବା ବାକ୍ସରେ ୧ରୁ ୯ ପର୍ଯ୍ୟନ୍ତ ସଂଖ୍ୟା ଏପରି ଭାବେ ପୂରଣ କରନ୍ତୁ ଯେପରି ପ୍ରତ୍ୟେକ ଧାଡ଼ି, ସ୍ତମ୍ଭ ଓ ୩ x ୩ ବର୍ଗରେ ପ୍ରତ୍ୟେକ ସଂଖ୍ୟା ଥରେ ଆସିବ। xyxy=(1160,2016,1310,2099)
sudoku-solution-cell: 6 xyxy=(1397,2041,1410,2053)
registration-mark-left-mid: C M Y K xyxy=(6,1050,16,1094)
sudoku-solution-cell: 2 xyxy=(1397,2077,1410,2089)
sudoku-solution-cell: 2 xyxy=(1358,2053,1371,2065)
sudoku-cell[interactable] xyxy=(1306,1870,1342,1905)
sudoku-solution-cell: 2 xyxy=(1410,2017,1423,2029)
sudoku-row xyxy=(1162,1835,1486,1870)
sudoku-solution-cell: 9 xyxy=(1397,2029,1410,2041)
letter-1-sign: ପ୍ରଭାତ ରଞ୍ଜନ ମିଶ୍ର, ବାପୁଜୀନଗର, ଭୁବନେଶ୍ୱର xyxy=(1253,520,1484,534)
sudoku-cell[interactable] xyxy=(1450,1800,1486,1835)
sudoku-cell[interactable] xyxy=(1198,1660,1234,1695)
registration-mark-left-top: C M Y K xyxy=(6,60,16,104)
bottom-story-col-2: ଆଳମାନରେ ଚିକିତ୍ସାଳୟର ଦୃଶ୍ୟ ଆନନ୍ଦରେ ଫୁଟିଉଠେ । ଶୀତ ଦିନର ସକାଳ ଅତି ମନୋରମ । କାକର ଭିଜା ଘାସ ଉପରେ ସୂର୍ଯ୍ୟଙ୍କ କିରଣ ପଡ଼ି ମୋତି ଭଳି ଚମକେ । କୁହୁଡ଼ିରେ ଢାଙ୍କି ହୋଇଥିବା ଗଛପତ୍ର ଓ ପାହାଡ଼ର ଦୃଶ୍ୟ ମନକୁ ମୋହିନିଏ । ଗାଁ ଗହଳିରେ ଲୋକେ ନିଆଁ ପୋଇଁ ଘେରି ବସି ଗପସପ କରନ୍ତି । ଖରାରେ ବସି ଶରୀରକୁ ଉଷ୍ମ କରିବାର ମଜା ନିଆରା । ସ୍ୱାସ୍ଥ୍ୟ ବିଶେଷଜ୍ଞଙ୍କ ମତରେ ଶୀତ ଦିନେ ନିୟମିତ ବ୍ୟାୟାମ କରିବା ଉଚିତ । ସକାଳ ଚାଲିବା, ଯୋଗ ଓ ପ୍ରାଣାୟାମ ଶରୀରକୁ ସକ୍ରିୟ ରଖେ । ପାଣି କମ୍ ପିଇବା ଅଭ୍ୟାସ ଶୀତରେ ହୁଏ, କିନ୍ତୁ ଶରୀରକୁ ଜଳଯୁକ୍ତ ରଖିବା ଜରୁରୀ । ଚର୍ମ ଶୁଖିଲା ହୋଇଯାଏ, ତେଣୁ ତେଲ ମାଲିସ କରିବା ଲାଭଦାୟକ । ସୋରିଷ ତେଲ ବା ନଡ଼ିଆ ତେଲ ମାଲିସ ପାରମ୍ପରିକ ଉପଚାର । ଆୟୁର୍ବେଦ ଅନୁସାରେ ଶୀତ ଦିନେ ଗରମ ପାଣିରେ ଗାଧୋଇବା ଓ ଆଦା, ହଳଦି, ଗୋଲମରିଚ ମିଶା ଖାଦ୍ୟ ଖାଇବା ଶରୀରର ରୋଗ ପ୍ରତିରୋଧକ ଶକ୍ତି ବଢ଼ାଏ । xyxy=(380,1681,750,1886)
sudoku-solution-cell: 7 xyxy=(1423,2101,1436,2113)
sudoku-solution-cell: 2 xyxy=(1397,2101,1410,2113)
contact-email-1-note: (Use only for letters to Editor, news & news photos) xyxy=(1192,1453,1454,1465)
sudoku-solution-cell: 1 xyxy=(1423,2065,1436,2077)
sudoku-cell[interactable] xyxy=(1342,1730,1378,1765)
sudoku-solution-cell: 3 xyxy=(1384,2101,1397,2113)
sudoku-solution-row xyxy=(1319,2041,1436,2053)
registration-mark-right-mid: C M Y K xyxy=(1482,1040,1492,1084)
sudoku-solution-cell: 2 xyxy=(1384,2113,1397,2125)
page-number: ୧୫ xyxy=(1462,2194,1474,2205)
sudoku-cell[interactable]: 5 xyxy=(1234,1660,1270,1695)
sudoku-solution-cell: 3 xyxy=(1384,2053,1397,2065)
sudoku-solution-row xyxy=(1319,2077,1436,2089)
contact-email-1[interactable]: E-mail:dharitripress@gmail.com xyxy=(1237,1435,1409,1449)
letter-3-title: ପ୍ରଥମ ମହିଳା ବିଶ୍ୱବିଦ୍ୟାଳୟ xyxy=(1160,850,1484,882)
odisha-bharat-heading-box xyxy=(44,178,344,234)
sudoku-solution-cell: 3 xyxy=(1345,2065,1358,2077)
letter-3-sign: ଅନୁଭା କୁମାର ପଣ୍ଡା, ଅରଣ୍ଡାପଡ଼, ବସ୍ତା, ଯାଜପୁର xyxy=(1250,1292,1484,1306)
pachisha-barsha-label: ପଚିଶ ବର୍ଷ ତଳର ଧରିତ୍ରୀ xyxy=(97,679,215,724)
contact-email-3[interactable]: :miku11@yahoo.com(Use only for xyxy=(1232,1503,1414,1517)
sudoku-solution-cell: 9 xyxy=(1423,2041,1436,2053)
sudoku-solution-cell: 3 xyxy=(1358,2029,1371,2041)
sudoku-solution-cell: 3 xyxy=(1423,2077,1436,2089)
sudoku-solution-cell: 1 xyxy=(1319,2041,1332,2053)
sudoku-cell[interactable] xyxy=(1450,1695,1486,1730)
byline-tag: ଭିତିରି କଥା xyxy=(712,1186,908,1216)
bottom-story-author: ଡା. ବାସୁଦେବ ପ୍ରଧାନ xyxy=(44,1606,250,1635)
bottom-story-col-3: କି ନିମ୍ନମାନ ହେବା ସମ୍ଭାବନା ଥାଏ । ଏ ସମୟରେ ଚିକିତ୍ସା ପାଇଁ ଆୟୁର୍ବେଦ ଚିକିତ୍ସାରୁ ସଫଳ ନିରାପଦ ଓ ସହଜ ପନ୍ଥା । ତେଲେ ବାଲକ ଓ ବୃଦ୍ଧଙ୍କ ପାଇଁ ଏହା ବିଶେଷ ଉପଯୋଗୀ । ଶୀତ ଦିନେ ଚର୍ମରୋଗ, ଗଣ୍ଠିବାତ, ଶ୍ୱାସରୋଗ ଆଦି ଅଧିକ ଦେଖାଦିଏ । ଏହି ରୋଗରୁ ରକ୍ଷା ପାଇବା ପାଇଁ ଗରମ ପୋଷାକ ପିନ୍ଧିବା, ଗରମ ଖାଦ୍ୟ ଖାଇବା ଓ ଶରୀରକୁ ଉଷ୍ମ ରଖିବା ଆବଶ୍ୟକ । ମହୁ ଓ ତୁଳସୀ ପତ୍ର ରସ ସର୍ଦ୍ଦି କାଶରେ ଉପକାରୀ । ଗୁଡ଼ ଓ ତିଳ ଲଡ଼ୁ ଶରୀରକୁ ଶକ୍ତି ଦିଏ । ଶୀତ ଦିନେ ଅଧିକ ତେଲ ଓ ମସଲାଯୁକ୍ତ ଖାଦ୍ୟ ଖାଇବାରୁ ହଜମ ସମସ୍ୟା ହୋଇପାରେ । ତେଣୁ ସନ୍ତୁଳିତ ଆହାର ନେବା ଦରକାର । ଶୀତ ଆମର ବନ୍ଧୁ, ଶତ୍ରୁ ନୁହେଁ । ଏହାକୁ ଠିକ୍ ଭାବେ ଉପଭୋଗ କଲେ ଶରୀର ଓ ମନ ଉଭୟ ସୁସ୍ଥ ରହିବ । xyxy=(766,1681,1138,1851)
column-rule-3 xyxy=(1150,60,1151,1350)
sudoku-solution-cell: 5 xyxy=(1319,2101,1332,2113)
sudoku-cell[interactable] xyxy=(1378,1940,1414,1975)
sudoku-solution-cell: 1 xyxy=(1345,2029,1358,2041)
contact-line-2: ସମ୍ପାଦକ, ଧରିତ୍ରୀ, xyxy=(1275,1384,1371,1398)
sudoku-solution-cell: 3 xyxy=(1332,2113,1345,2125)
sudoku-cell[interactable] xyxy=(1234,1730,1270,1765)
sudoku-cell[interactable] xyxy=(1198,1765,1234,1800)
chirantani-title: ଚିରନ୍ତନୀ xyxy=(54,18,334,53)
pachisha-barsha-date: ୧୭ ଜାନୁଆରୀ ୧୯୯୦ xyxy=(242,683,338,698)
sudoku-solution-caption: ଗତକାଲିର ଉତ୍ତର xyxy=(1344,2142,1422,2154)
sudoku-row xyxy=(1162,1660,1486,1695)
sudoku-logo xyxy=(1160,1602,1484,1650)
sudoku-solution-cell: 7 xyxy=(1358,2113,1371,2125)
